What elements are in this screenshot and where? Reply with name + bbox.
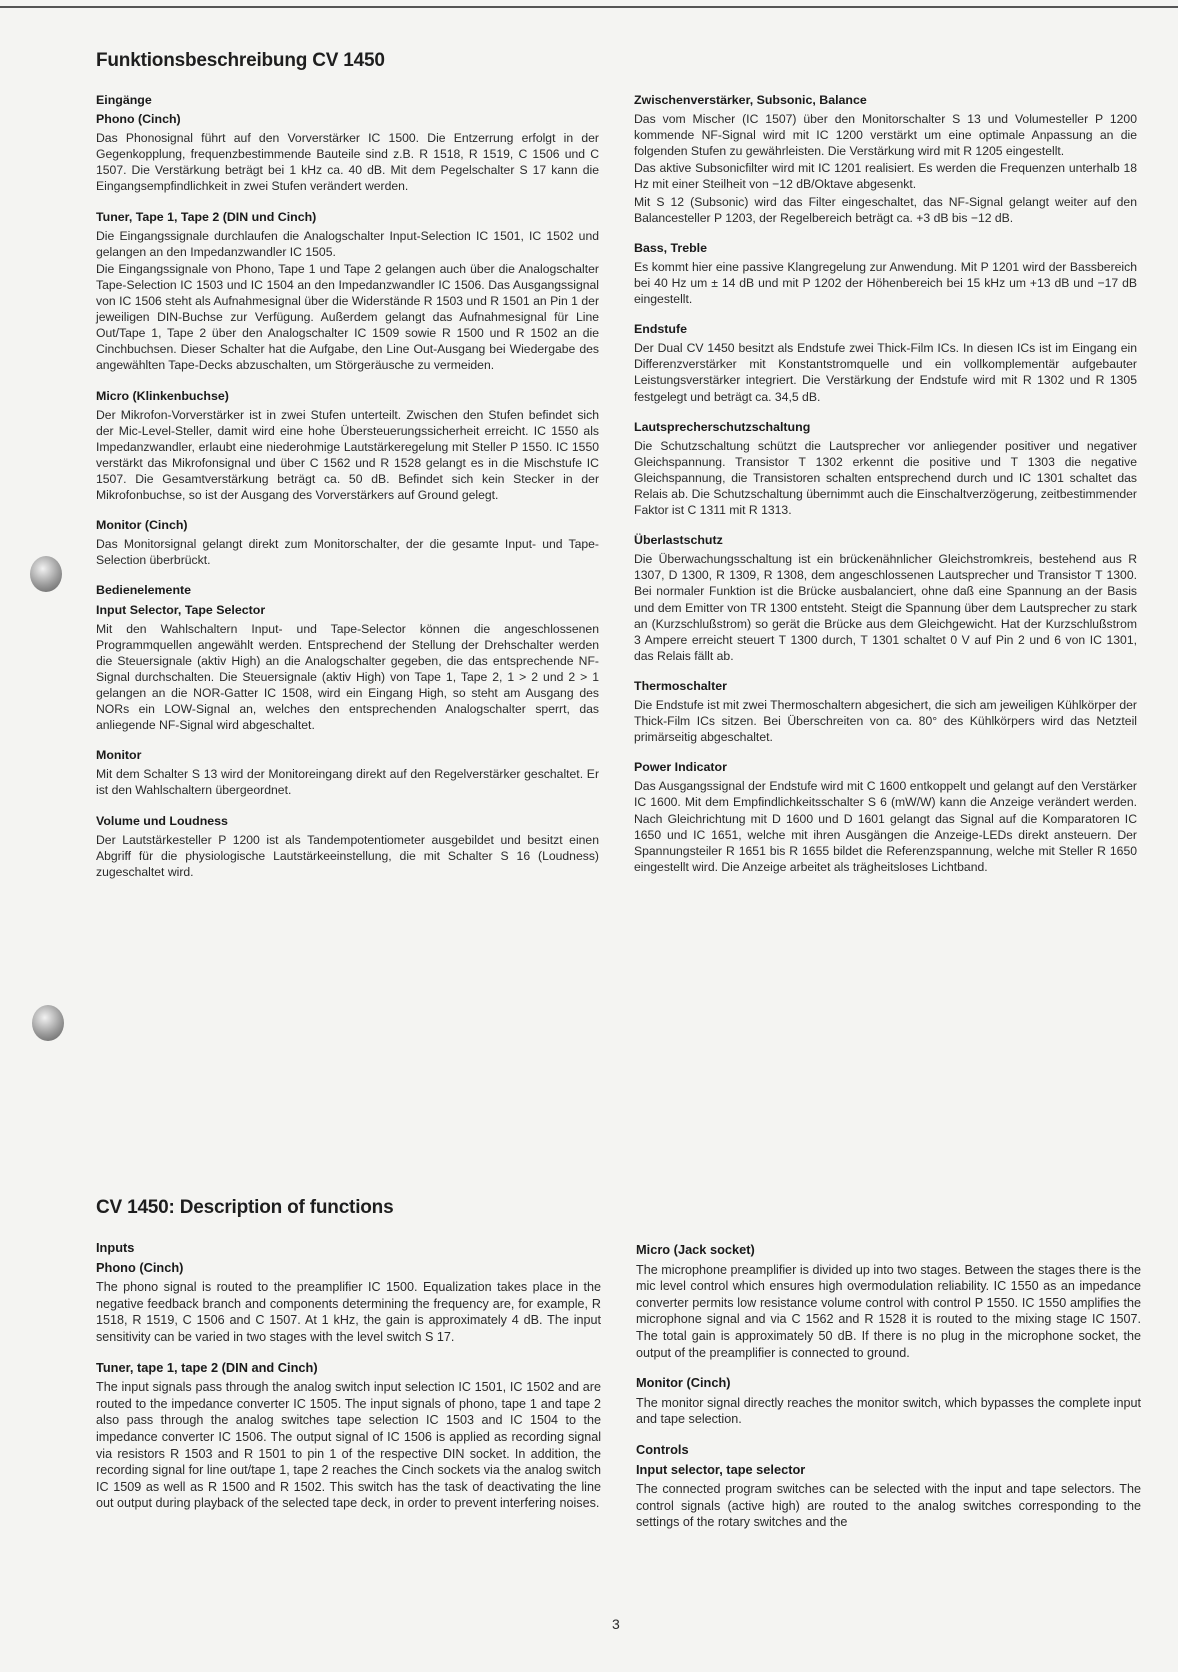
subsection-heading: Monitor (Cinch) bbox=[636, 1375, 731, 1391]
section bbox=[634, 419, 1137, 519]
paragraph: Die Schutzschaltung schützt die Lautsprecher vor anliegender positiver und negativer Gleichspannung. Transistor T 1302 erkennt die positive und T 1303 die negative Gleichspannung, die Transistoren schalten entsprechend durch und IC 1301 schaltet das Relais ab. Die Schutzschaltung übernimmt auch die Einschaltverzögerung, zeitbestimmender Faktor ist C 1311 mit R 1313. bbox=[634, 438, 1137, 518]
subsection-heading: Überlastschutz bbox=[634, 533, 723, 548]
paragraph: Mit dem Schalter S 13 wird der Monitoreingang direkt auf den Regelverstärker geschaltet. Er ist den Wahlschaltern übergeordnet. bbox=[96, 767, 599, 798]
paragraph: The connected program switches can be selected with the input and tape selectors. The control signals (active high) are routed to the analog switches corresponding to the settings of the rotary switches and the bbox=[636, 1482, 1141, 1530]
subsection-heading: Input Selector, Tape Selector bbox=[96, 602, 266, 617]
section bbox=[634, 240, 1137, 307]
paragraph: Es kommt hier eine passive Klangregelung zur Anwendung. Mit P 1201 wird der Bassbereich bei 40 Hz um ± 14 dB und mit P 1202 der Höhenbereich bei 15 kHz um +13 dB und −17 dB eingestellt. bbox=[634, 259, 1137, 307]
english-title: CV 1450: Description of functions bbox=[96, 1197, 394, 1218]
paragraph: Mit den Wahlschaltern Input- und Tape-Selector können die angeschlossenen Programmquellen angewählt werden. Entsprechend der Stellung der Drehschalter werden die Steuersignale (aktiv High) an die Analogschalter gegeben, die das entsprechende NF-Signal durchschalten. Die Steuersignale (aktiv High) von Tape 1, Tape 2, 1 > 2 und 2 > 1 gelangen an die NOR-Gatter IC 1508, wird ein Eingang High, so steht am Ausgang des NORs ein LOW-Signal an, welches den entsprechenden Analogschalter sperrt, das anliegende NF-Signal wird abgeschaltet. bbox=[96, 621, 599, 733]
paragraph: Die Überwachungsschaltung ist ein brückenähnlicher Gleichstromkreis, bestehend aus R 1307, D 1300, R 1309, R 1308, dem angeschlossenen Lautsprecher und Transistor T 1300. Bei normaler Funktion ist die Brücke ausbalanciert, ohne daß eine Spannung an der Basis und dem Emitter von TR 1300 entsteht. Steigt die Spannung über dem Lautsprecher zu stark an (Kurzschlußstrom) so gerät die Brücke aus dem Gleichgewicht. Hat der Kurzschlußstrom 3 Ampere erreicht steuert T 1300 durch, T 1301 schaltet 0 V auf Pin 2 und 6 von IC 1301, das Relais fällt ab. bbox=[634, 552, 1137, 663]
page-number: 3 bbox=[612, 1616, 620, 1632]
section bbox=[96, 582, 599, 733]
paragraph: The input signals pass through the analog switch input selection IC 1501, IC 1502 and are routed to the impedance converter IC 1505. The input signals of phono, tape 1 and tape 2 also pass through the analog switches tape selection IC 1503 and IC 1504 to the impedance converter IC 1506. The output signal of IC 1506 is applied as recording signal via resistors R 1503 and R 1501 to pin 1 of the respective DIN socket. In addition, the recording signal for line out/tape 1, tape 2 reaches the Cinch sockets via the analog switch IC 1509 as well as R 1500 and R 1502. This switch has the task of deactivating the line out output during playback of the selected tape deck, in order to prevent interfering noises. bbox=[96, 1380, 601, 1511]
section-heading: Inputs bbox=[96, 1240, 135, 1255]
paragraph: Der Dual CV 1450 besitzt als Endstufe zwei Thick-Film ICs. In diesen ICs ist im Eingang ein Differenzverstärker mit Konstantstromquelle und ein vollkomplementär aufgebauter Leistungsverstärker integriert. Die Verstärkung der Endstufe wird mit R 1302 und R 1305 festgelegt und beträgt ca. 34,5 dB. bbox=[634, 341, 1137, 404]
paragraph: Die Endstufe ist mit zwei Thermoschaltern abgesichert, die sich am jeweiligen Kühlkörper der Thick-Film ICs sitzen. Bei Überschreiten von ca. 80° des Kühlkörpers wird das Netzteil primärseitig abgeschaltet. bbox=[634, 698, 1137, 745]
subsection-heading: Lautsprecherschutzschaltung bbox=[634, 419, 811, 434]
subsection-heading: Zwischenverstärker, Subsonic, Balance bbox=[634, 93, 867, 107]
section bbox=[634, 321, 1137, 404]
paragraph: The monitor signal directly reaches the monitor switch, which bypasses the complete input and tape selection. bbox=[636, 1395, 1141, 1427]
paragraph: Mit S 12 (Subsonic) wird das Filter eingeschaltet, das NF-Signal gelangt weiter auf den Balancesteller P 1203, der Regelbereich beträgt ca. +3 dB bis −12 dB. bbox=[634, 194, 1137, 225]
binder-hole bbox=[32, 1005, 64, 1041]
section bbox=[634, 678, 1137, 745]
paragraph: Das aktive Subsonicfilter wird mit IC 1201 realisiert. Es werden die Frequenzen unterhalb 18 Hz mit einer Steilheit von −12 dB/Oktave abgesenkt. bbox=[634, 161, 1137, 192]
paragraph: Der Mikrofon-Vorverstärker ist in zwei Stufen unterteilt. Zwischen den Stufen befindet sich der Mic-Level-Steller, damit wird eine hohe Übersteuerungssicherheit erreicht. IC 1550 als Impedanzwandler, erlaubt eine niederohmige Lautstärkeregelung mit Steller P 1550. IC 1550 verstärkt das Mikrofonsignal und über C 1562 und R 1528 gelangt es in die Mischstufe IC 1507. Die Gesamtverstärkung beträgt ca. 50 dB. Befindet sich kein Stecker in der Mikrofonbuchse, so ist der Ausgang des Vorverstärkers auf Ground gelegt. bbox=[96, 407, 599, 503]
binder-hole bbox=[30, 556, 62, 592]
subsection-heading: Monitor (Cinch) bbox=[96, 518, 188, 533]
section bbox=[96, 1240, 601, 1346]
subsection-heading: Thermoschalter bbox=[634, 678, 727, 693]
subsection-heading: Power Indicator bbox=[634, 760, 727, 775]
english-right-column bbox=[636, 1242, 1141, 1545]
german-left-column bbox=[96, 92, 599, 894]
section bbox=[96, 813, 599, 880]
german-right-column bbox=[634, 92, 1137, 889]
paragraph: Das Phonosignal führt auf den Vorverstärker IC 1500. Die Entzerrung erfolgt in der Gegenkopplung, frequenzbestimmende Bauteile sind z.B. R 1518, R 1519, C 1506 und C 1507. Die Verstärkung beträgt bei 1 kHz ca. 40 dB. Mit dem Pegelschalter S 17 kann die Eingangsempfindlichkeit in zwei Stufen verändert werden. bbox=[96, 131, 599, 194]
paragraph: Der Lautstärkesteller P 1200 ist als Tandempotentiometer ausgebildet und besitzt einen Abgriff für die physiologische Lautstärkeeinstellung, die mit Schalter S 16 (Loudness) zugeschaltet wird. bbox=[96, 832, 599, 879]
subsection-heading: Micro (Klinkenbuchse) bbox=[96, 388, 229, 403]
section bbox=[96, 209, 599, 374]
section bbox=[96, 747, 599, 798]
section-heading: Eingänge bbox=[96, 93, 152, 107]
subsection-heading: Phono (Cinch) bbox=[96, 112, 181, 127]
subsection-heading: Phono (Cinch) bbox=[96, 1259, 184, 1275]
section-heading: Bedienelemente bbox=[96, 583, 192, 598]
paragraph: Das Monitorsignal gelangt direkt zum Monitorschalter, der die gesamte Input- und Tape-Selection überbrückt. bbox=[96, 537, 599, 568]
section bbox=[96, 517, 599, 568]
paragraph: Die Eingangssignale von Phono, Tape 1 und Tape 2 gelangen auch über die Analogschalter Tape-Selection IC 1503 und IC 1504 an den Impedanzwandler IC 1506. Das Ausgangssignal von IC 1506 steht als Aufnahmesignal über die Widerstände R 1503 und R 1501 an Pin 1 der jeweiligen DIN-Buchse zur Verfügung. Außerdem gelangt das Aufnahmesignal für Line Out/Tape 1, Tape 2 über den Analogschalter IC 1509 sowie R 1500 und R 1502 an die Cinchbuchsen. Dieser Schalter hat die Aufgabe, den Line Out-Ausgang bei Wiedergabe des angewählten Tape-Decks abzuschalten, um Störgeräusche zu vermeiden. bbox=[96, 261, 599, 373]
subsection-heading: Monitor bbox=[96, 748, 142, 763]
subsection-heading: Volume und Loudness bbox=[96, 813, 228, 828]
section bbox=[634, 92, 1137, 226]
section bbox=[636, 1442, 1141, 1531]
subsection-heading: Tuner, Tape 1, Tape 2 (DIN und Cinch) bbox=[96, 209, 317, 224]
section bbox=[636, 1242, 1141, 1361]
english-left-column bbox=[96, 1240, 601, 1526]
subsection-heading: Bass, Treble bbox=[634, 240, 708, 255]
section bbox=[634, 532, 1137, 664]
paragraph: The phono signal is routed to the preamplifier IC 1500. Equalization takes place in the negative feedback branch and components determining the frequency are, for example, R 1518, R 1519, C 1506 and C 1507. At 1 kHz, the gain is approximately 4 dB. The input sensitivity can be varied in two stages with the level switch S 17. bbox=[96, 1280, 601, 1344]
paragraph: Die Eingangssignale durchlaufen die Analogschalter Input-Selection IC 1501, IC 1502 und gelangen an den Impedanzwandler IC 1505. bbox=[96, 228, 599, 259]
paragraph: Das Ausgangssignal der Endstufe wird mit C 1600 entkoppelt und gelangt auf den Verstärker IC 1600. Mit dem Empfindlichkeitsschalter S 6 (mW/W) kann die Anzeige verändert werden. Nach Gleichrichtung mit D 1600 und D 1601 gelangt das Signal auf die Komparatoren IC 1650 und IC 1651, welche mit ihren Ausgängen die Anzeige-LEDs direkt ansteuern. Der Spannungsteiler R 1651 bis R 1655 bildet die Referenzspannung, welche mit Steller R 1650 eingestellt wird. Die Anzeige arbeitet als trägheitsloses Lichtband. bbox=[634, 779, 1137, 874]
section bbox=[636, 1375, 1141, 1428]
subsection-heading: Endstufe bbox=[634, 322, 688, 337]
german-title: Funktionsbeschreibung CV 1450 bbox=[96, 50, 385, 71]
section-heading: Controls bbox=[636, 1441, 689, 1457]
paragraph: The microphone preamplifier is divided up into two stages. Between the stages there is the mic level control which ensures high overmodulation reliability. IC 1550 as an impedance converter permits low resistance volume control with control P 1550. IC 1550 amplifies the microphone signal and via C 1562 and R 1528 it is routed to the mixing stage IC 1507. The total gain is approximately 50 dB. If there is no plug in the microphone socket, the output of the preamplifier is connected to ground. bbox=[636, 1262, 1141, 1360]
top-rule bbox=[0, 6, 1178, 8]
subsection-heading: Input selector, tape selector bbox=[636, 1461, 806, 1477]
subsection-heading: Tuner, tape 1, tape 2 (DIN and Cinch) bbox=[96, 1359, 318, 1375]
section bbox=[634, 759, 1137, 875]
subsection-heading: Micro (Jack socket) bbox=[636, 1242, 755, 1257]
section bbox=[96, 92, 599, 195]
section bbox=[96, 388, 599, 504]
paragraph: Das vom Mischer (IC 1507) über den Monitorschalter S 13 und Volumesteller P 1200 kommende NF-Signal wird mit IC 1200 verstärkt um eine optimale Anpassung an die folgenden Stufen zu gewährleisten. Die Verstärkung wird mit R 1205 eingestellt. bbox=[634, 112, 1137, 159]
section bbox=[96, 1360, 601, 1512]
